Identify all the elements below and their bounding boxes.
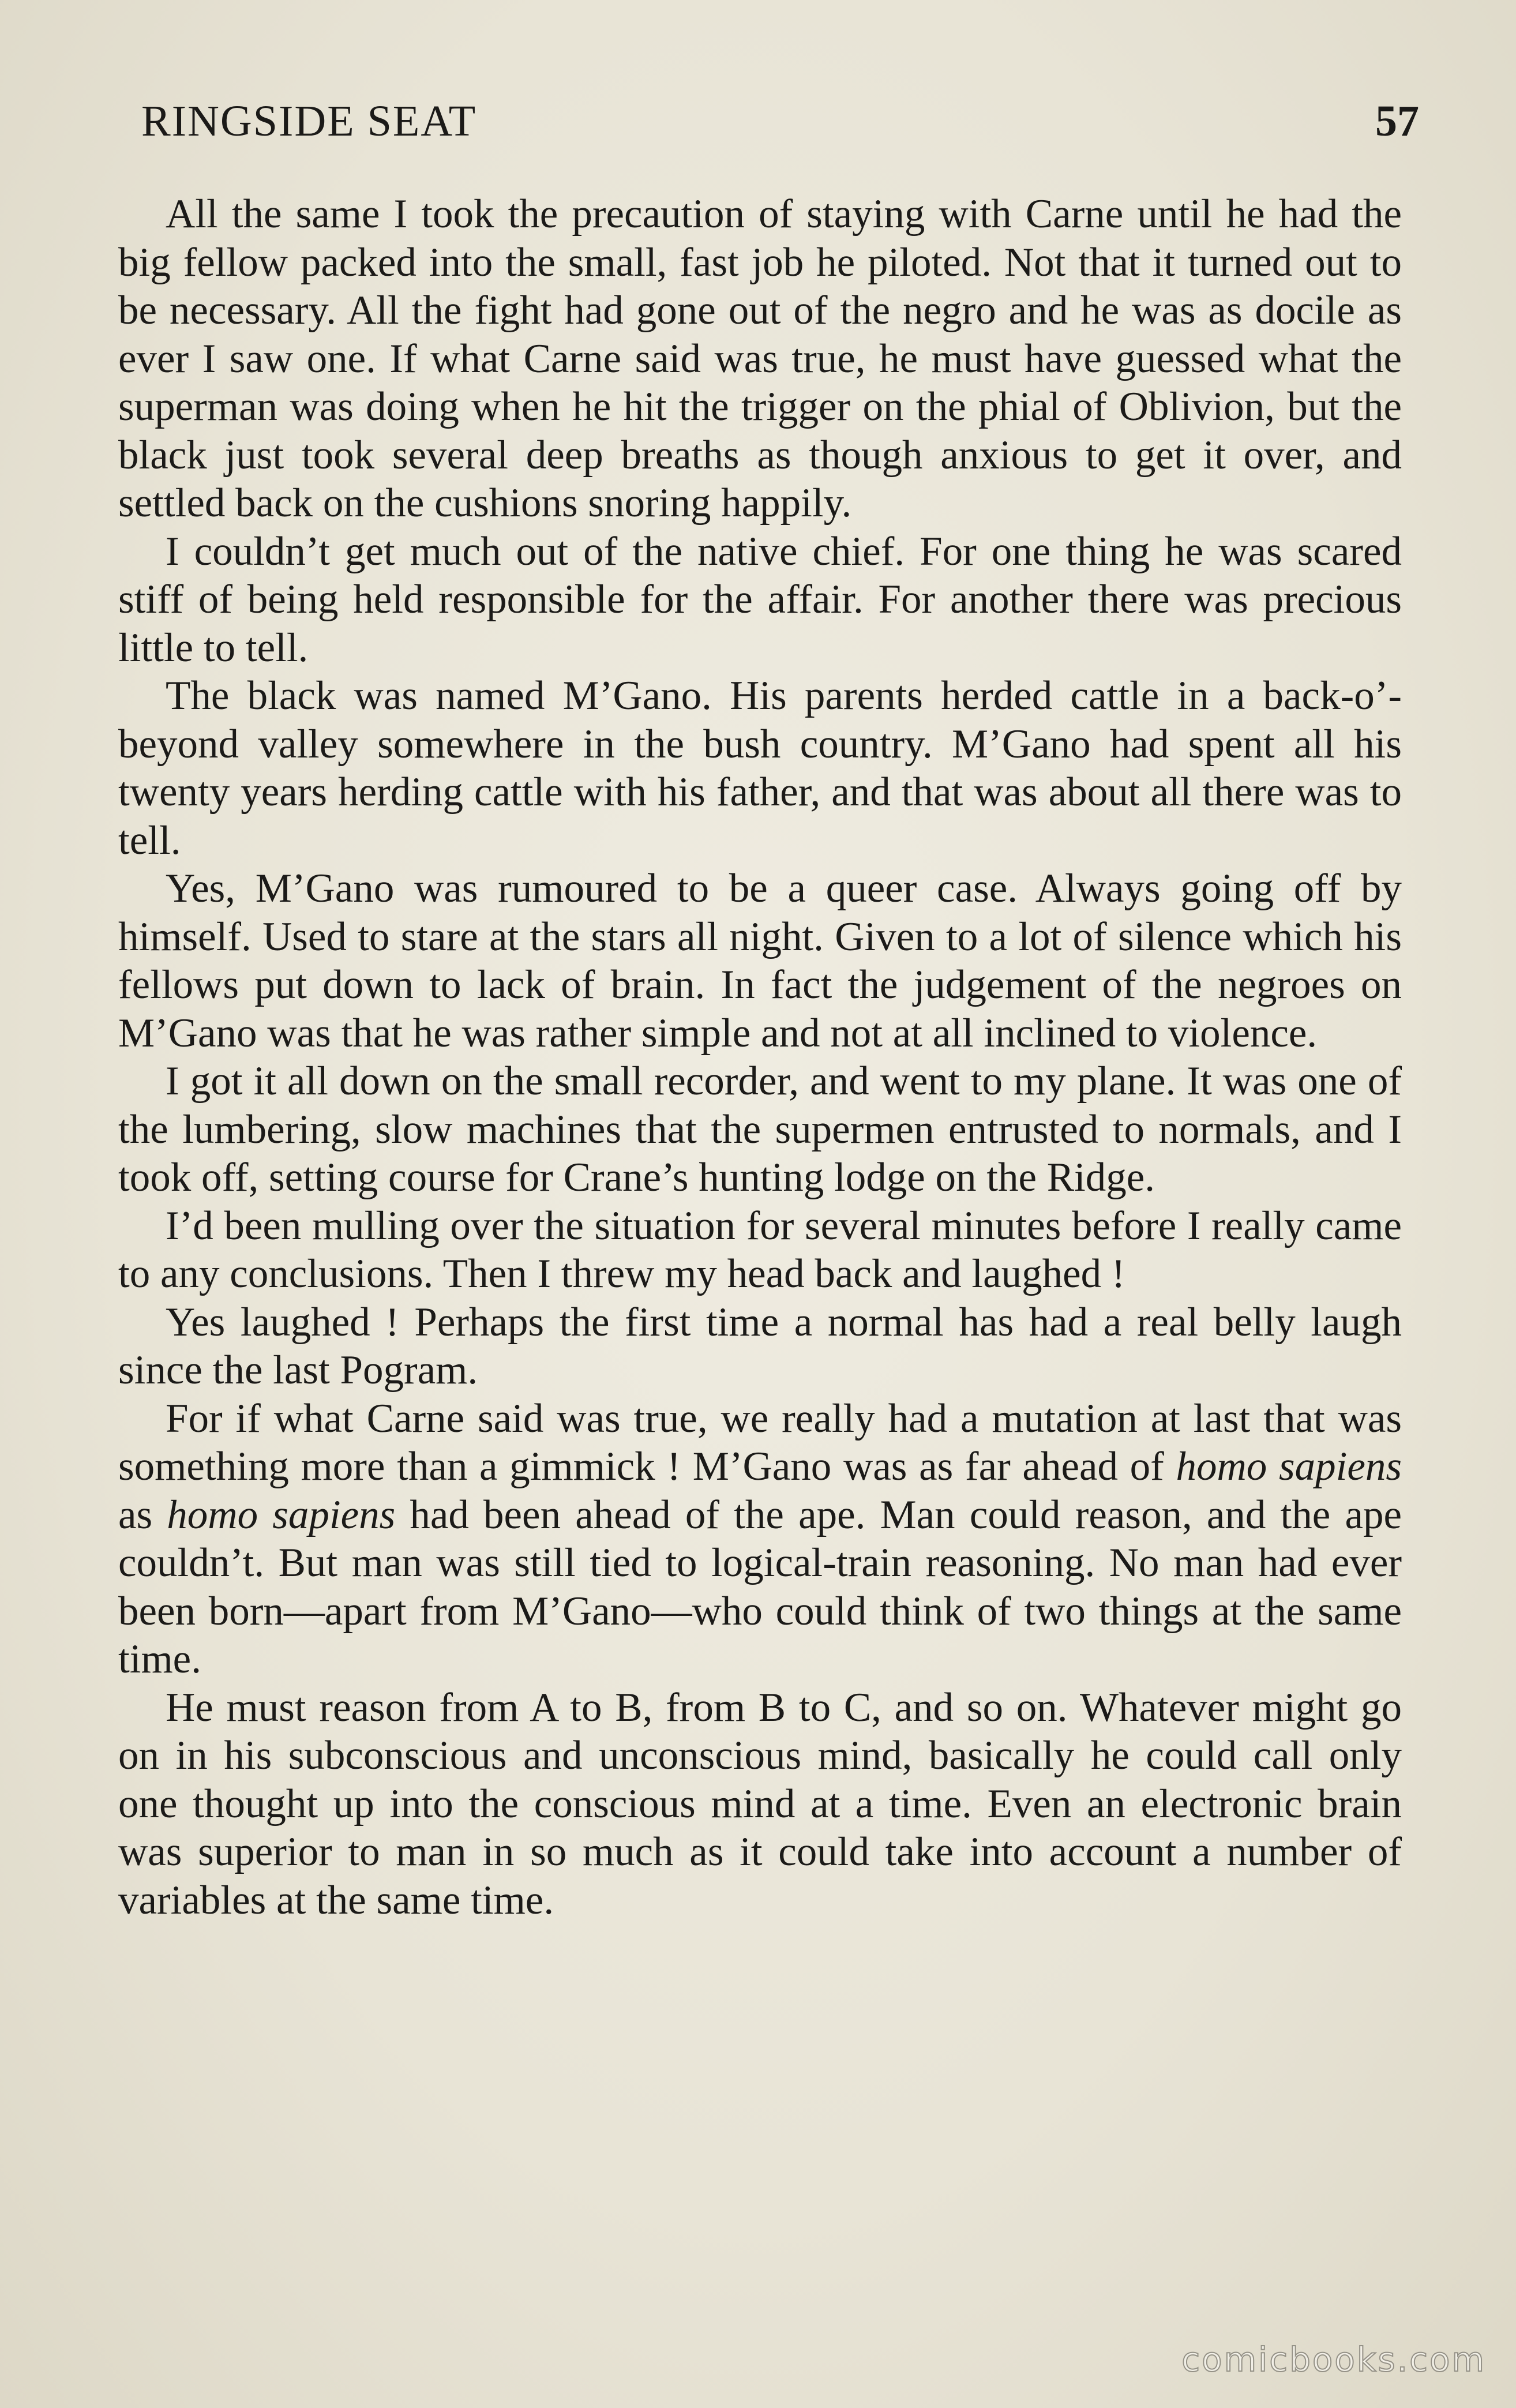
running-head <box>141 92 1419 150</box>
paragraph-with-italics <box>118 1395 1402 1684</box>
paragraph: Yes, M’Gano was rumoured to be a queer case. Always going off by himself. Used to stare at the stars all night. Given to a lot of silence which his fellows put down to lack of brain. In fact the judgement of the negroes on M’Gano was that he was rather simple and not at all inclined to violence. <box>118 866 1402 1056</box>
paragraph: He must reason from A to B, from B to C, and so on. Whatever might go on in his subconscious and unconscious mind, basically he could call only one thought up into the conscious mind at a time. Even an electronic brain was superior to man in so much as it could take into account a number of variables at the same time. <box>118 1685 1402 1923</box>
italic-term: homo sapiens <box>167 1492 396 1537</box>
text-run: had been ahead of the ape. Man could reason, and the ape couldn’t. But man was still tied to logical-train reasoning. No man had ever been born—apart from M’Gano—who could think of two things at the same time. <box>118 1492 1402 1682</box>
watermark: comicbooks.com <box>1181 2340 1486 2379</box>
paragraph: I got it all down on the small recorder, and went to my plane. It was one of the lumbering, slow machines that the supermen entrusted to normals, and I took off, setting course for Crane’s hunting lodge on the Ridge. <box>118 1059 1402 1200</box>
paragraph: I’d been mulling over the situation for several minutes before I really came to any conclusions. Then I threw my head back and laughed ! <box>118 1203 1402 1296</box>
text-run: For if what Carne said was true, we really had a mutation at last that was something more than a gimmick ! M’Gano was as far ahead of <box>118 1396 1402 1489</box>
paragraph: Yes laughed ! Perhaps the first time a normal has had a real belly laugh since the last Pogram. <box>118 1299 1402 1393</box>
running-title: RINGSIDE SEAT <box>141 97 477 145</box>
paragraph: The black was named M’Gano. His parents herded cattle in a back-o’-beyond valley somewhere in the bush country. M’Gano had spent all his twenty years herding cattle with his father, and that was about all there was to tell. <box>118 673 1402 863</box>
paragraph: I couldn’t get much out of the native chief. For one thing he was scared stiff of being held responsible for the affair. For another there was precious little to tell. <box>118 528 1402 670</box>
page-number: 57 <box>1375 97 1419 145</box>
body-text <box>118 190 1402 1925</box>
italic-term: homo sapiens <box>1176 1444 1402 1489</box>
text-run: as <box>118 1492 167 1537</box>
paragraph: All the same I took the precaution of staying with Carne until he had the big fellow packed into the small, fast job he piloted. Not that it turned out to be necessary. All the fight had gone out of the negro and he was as docile as ever I saw one. If what Carne said was true, he must have guessed what the superman was doing when he hit the trigger on the phial of Oblivion, but the black just took several deep breaths as though anxious to get it over, and settled back on the cushions snoring happily. <box>118 192 1402 526</box>
